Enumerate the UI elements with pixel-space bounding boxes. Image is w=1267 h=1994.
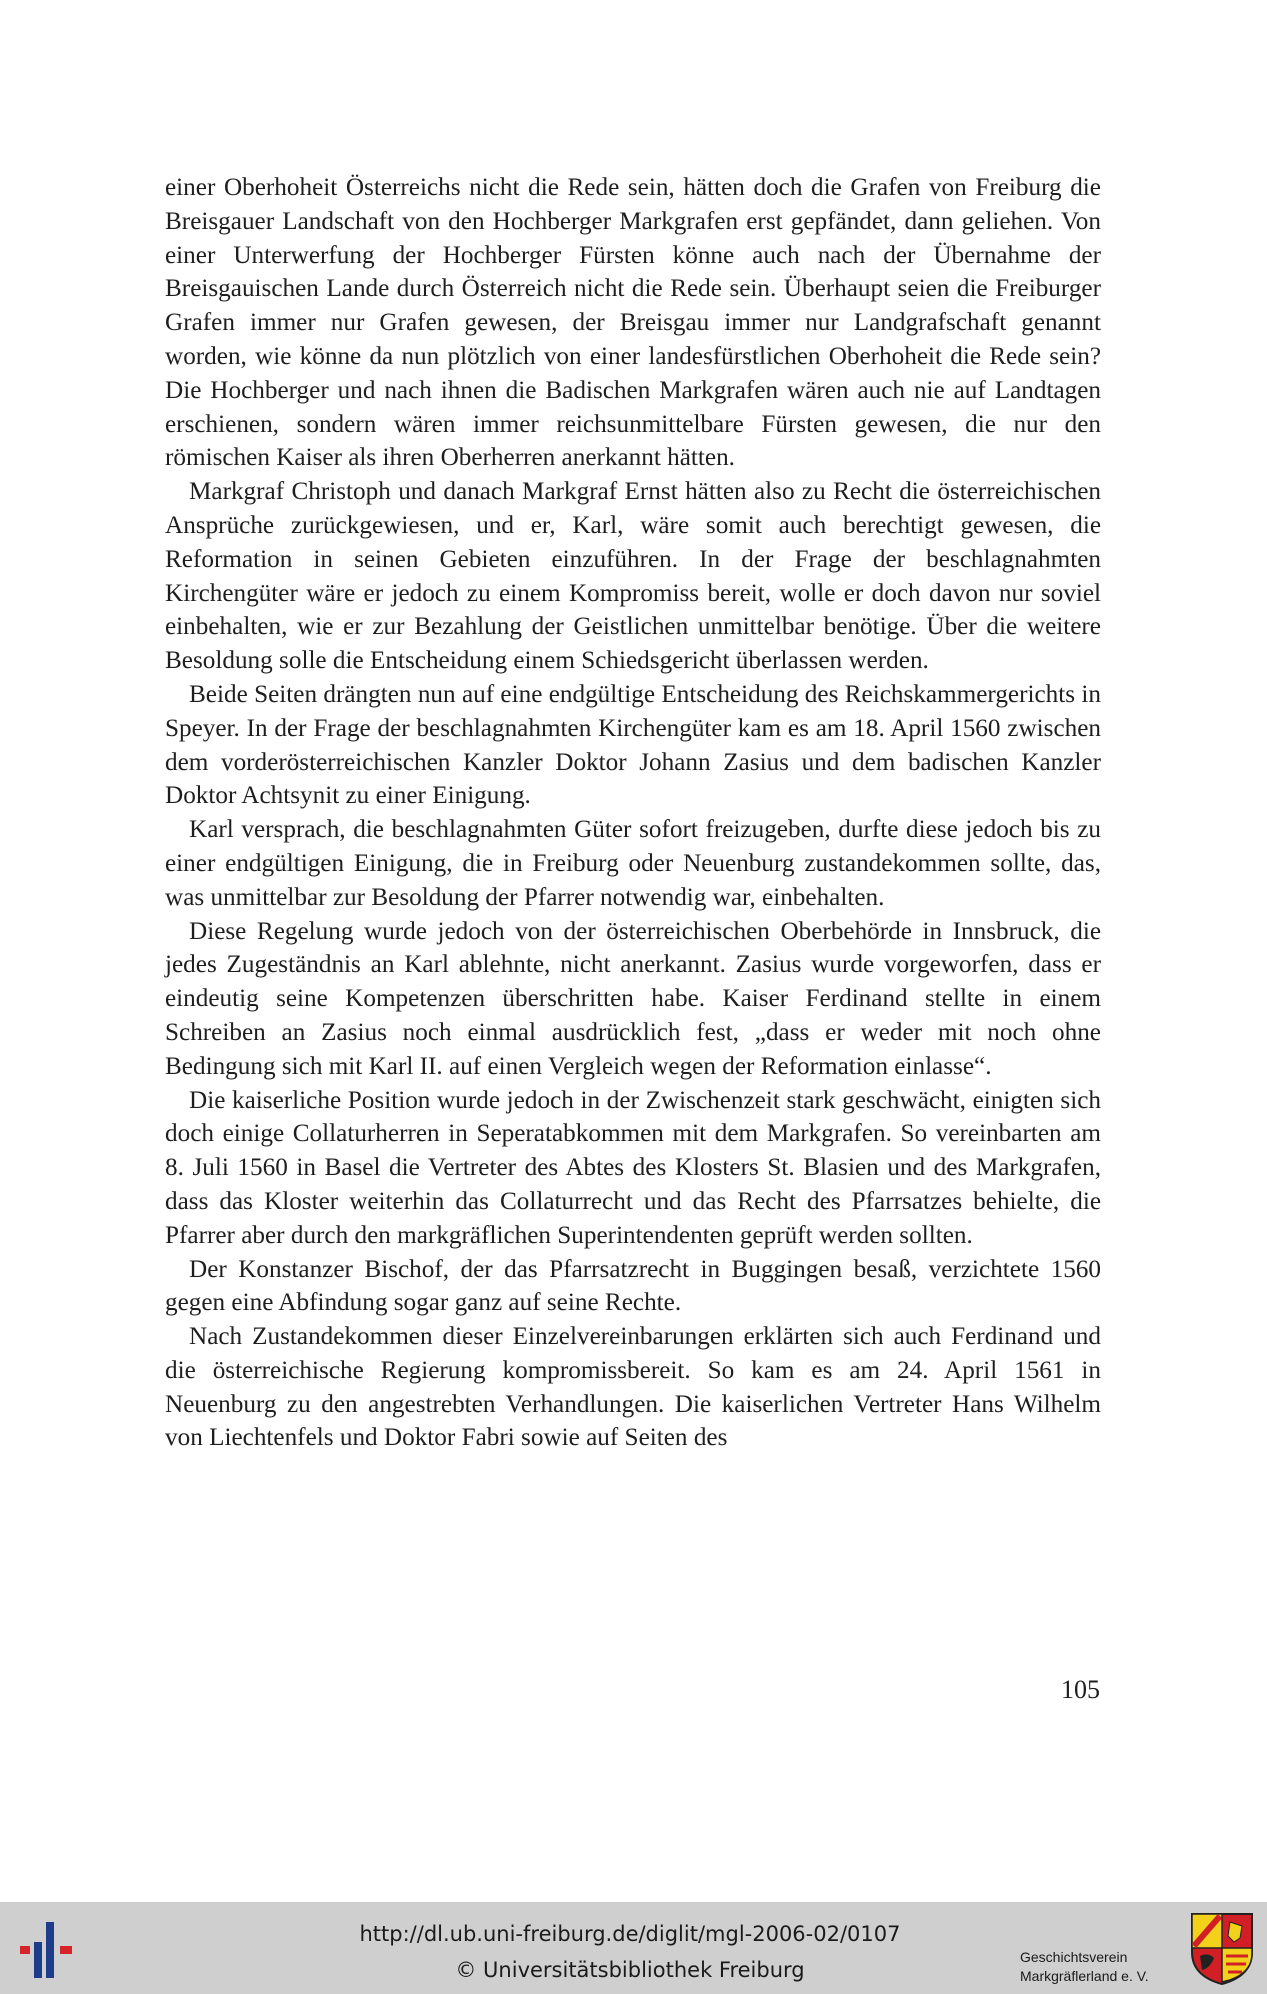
paragraph: Diese Regelung wurde jedoch von der österreichischen Oberbehörde in Innsbruck, die jedes Zugeständnis an Karl ablehnte, nicht anerkannt. Zasius wurde vorgeworfen, dass er eindeutig seine Kompetenzen überschritten habe. Kaiser Ferdinand stellte in einem Schreiben an Zasius noch einmal ausdrücklich fest, „dass er weder mit noch ohne Bedingung sich mit Karl II. auf einen Vergleich wegen der Reformation einlasse“. — [165, 917, 1101, 1080]
society-name — [1020, 1948, 1190, 1986]
copyright-text: © Universitätsbibliothek Freiburg — [455, 1958, 805, 1982]
paragraph: Markgraf Christoph und danach Markgraf Ernst hätten also zu Recht die österreichischen Ansprüche zurückgewiesen, und er, Karl, wäre somit auch berechtigt gewesen, die Reformation in seinen Gebieten einzuführen. In der Frage der beschlagnahmten Kirchengüter wäre er jedoch zu einem Kompromiss bereit, wolle er doch davon nur soviel einbehalten, wie er zur Bezahlung der Geistlichen unmittelbar benötige. Über die weitere Besoldung solle die Entscheidung einem Schiedsgericht überlassen werden. — [165, 478, 1101, 675]
document-url-link[interactable]: http://dl.ub.uni-freiburg.de/diglit/mgl-2006-02/0107 — [359, 1922, 901, 1946]
paragraph: Nach Zustandekommen dieser Einzelvereinbarungen erklärten sich auch Ferdinand und die österreichische Regierung kompromissbereit. So kam es am 24. April 1561 in Neuenburg zu den angestrebten Verhandlungen. Die kaiserlichen Vertreter Hans Wilhelm von Liechtenfels und Doktor Fabri sowie auf Seiten des — [165, 1323, 1101, 1452]
body-text — [165, 171, 1101, 1455]
society-line: Markgräflerland e. V. — [1020, 1968, 1149, 1984]
paragraph: Beide Seiten drängten nun auf eine endgültige Entscheidung des Reichskammergerichts in Speyer. In der Frage der beschlagnahmten Kirchengüter kam es am 18. April 1560 zwischen dem vorderösterreichischen Kanzler Doktor Johann Zasius und dem badischen Kanzler Doktor Achtsynit zu einer Einigung. — [165, 680, 1101, 810]
paragraph: einer Oberhoheit Österreichs nicht die Rede sein, hätten doch die Grafen von Freiburg die Breisgauer Landschaft von den Hochberger Markgrafen erst gepfändet, dann geliehen. Von einer Unterwerfung der Hochberger Fürsten könne auch nach der Übernahme der Breisgauischen Lande durch Österreich nicht die Rede sein. Überhaupt seien die Freiburger Grafen immer nur Grafen gewesen, der Breisgau immer nur Landgrafschaft genannt worden, wie könne da nun plötzlich von einer landesfürstlichen Oberhoheit die Rede sein? Die Hochberger und nach ihnen die Badischen Markgrafen wären auch nie auf Landtagen erschienen, sondern wären immer reichsunmittelbare Fürsten gewesen, die nur den römischen Kaiser als ihren Oberherren anerkannt hätten. — [165, 174, 1101, 472]
society-line: Geschichtsverein — [1020, 1949, 1128, 1965]
paragraph: Die kaiserliche Position wurde jedoch in der Zwischenzeit stark geschwächt, einigten sich doch einige Collaturherren in Seperatabkommen mit dem Markgrafen. So vereinbarten am 8. Juli 1560 in Basel die Vertreter des Abtes des Klosters St. Blasien und des Markgrafen, dass das Kloster weiterhin das Collaturrecht und das Recht des Pfarrsatzes behielte, die Pfarrer aber durch den markgräflichen Superintendenten geprüft werden sollten. — [165, 1086, 1101, 1249]
paragraph: Karl versprach, die beschlagnahmten Güter sofort freizugeben, durfte diese jedoch bis zu einer endgültigen Einigung, die in Freiburg oder Neuenburg zustandekommen sollte, das, was unmittelbar zur Besoldung der Pfarrer notwendig war, einbehalten. — [165, 816, 1101, 911]
uni-freiburg-logo-icon — [16, 1916, 80, 1982]
page-number: 105 — [1061, 1675, 1100, 1704]
society-crest-icon — [1190, 1912, 1254, 1986]
paragraph: Der Konstanzer Bischof, der das Pfarrsatzrecht in Buggingen besaß, verzichtete 1560 gegen eine Abfindung sogar ganz auf seine Rechte. — [165, 1255, 1101, 1317]
viewer-footer — [0, 1902, 1267, 1994]
